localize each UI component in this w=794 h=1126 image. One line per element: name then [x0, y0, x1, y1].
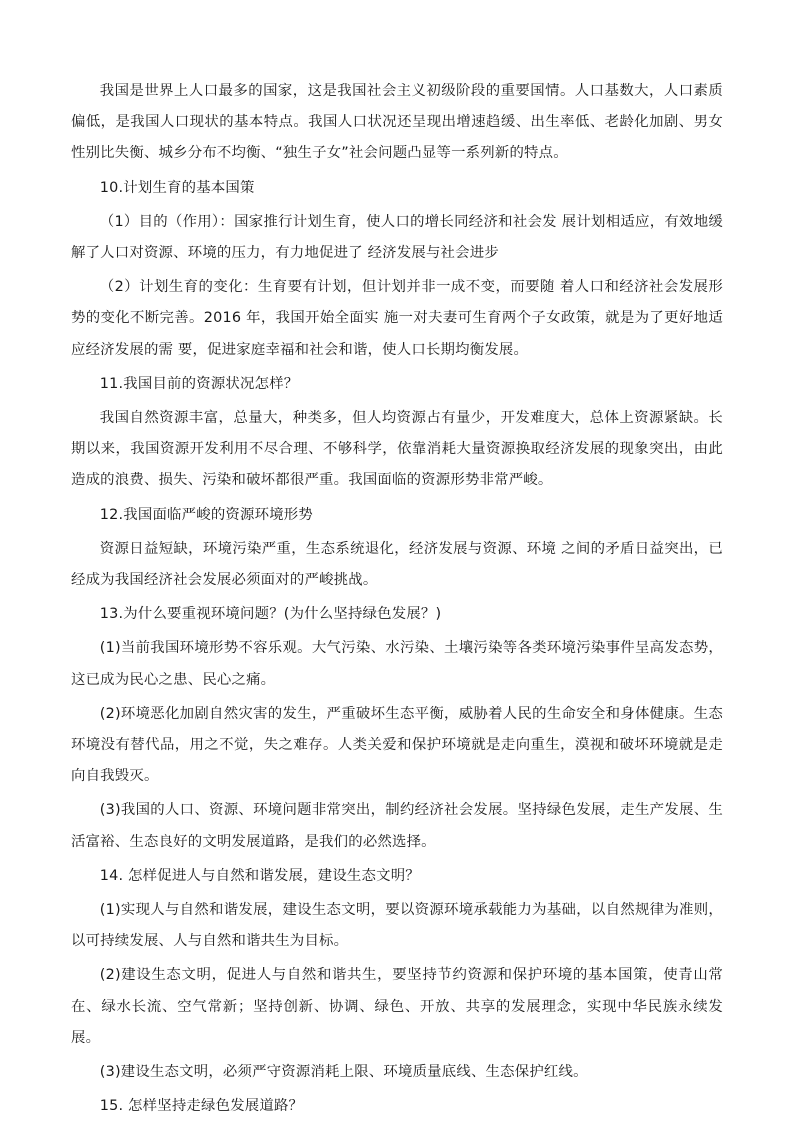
heading-ecological-civilization: 14. 怎样促进人与自然和谐发展，建设生态文明？ [99, 867, 420, 884]
paragraph-environment-reason-3: (3)我国的人口、资源、环境问题非常突出，制约经济社会发展。坚持绿色发展，走生产发展、生活富裕、生态良好的文明发展道路，是我们的必然选择。 [71, 802, 723, 850]
paragraph-resource-environment-situation: 资源日益短缺，环境污染严重，生态系统退化，经济发展与资源、环境 之间的矛盾日益突出，已经成为我国经济社会发展必须面对的严峻挑战。 [71, 540, 723, 589]
paragraph-environment-reason-1: (1)当前我国环境形势不容乐观。大气污染、水污染、土壤污染等各类环境污染事件呈高发态势，这已成为民心之患、民心之痛。 [71, 640, 723, 688]
paragraph-environment-reason-2: (2)环境恶化加剧自然灾害的发生，严重破坏生态平衡，威胁着人民的生命安全和身体健康。生态环境没有替代品，用之不觉，失之难存。人类关爱和保护环境就是走向重生，漠视和破坏环境就是走向自我毁灭。 [71, 705, 723, 785]
paragraph-ecological-point-2: (2)建设生态文明，促进人与自然和谐共生，要坚持节约资源和保护环境的基本国策，使青山常在、绿水长流、空气常新；坚持创新、协调、绿色、开放、共享的发展理念，实现中华民族永续发展。 [71, 967, 723, 1046]
paragraph-population-status: 我国是世界上人口最多的国家，这是我国社会主义初级阶段的重要国情。人口基数大，人口素质偏低，是我国人口现状的基本特点。我国人口状况还呈现出增速趋缓、出生率低、老龄化加剧、男女性别比失衡、城乡分布不均衡、“独生子女”社会问题凸显等一系列新的特点。 [71, 83, 723, 162]
heading-resource-status: 11.我国目前的资源状况怎样？ [99, 375, 299, 392]
paragraph-resource-status: 我国自然资源丰富，总量大，种类多，但人均资源占有量少，开发难度大，总体上资源紧缺。长期以来，我国资源开发利用不尽合理、不够科学，依靠消耗大量资源换取经济发展的现象突出，由此造成的浪费、损失、污染和破坏都很严重。我国面临的资源形势非常严峻。 [71, 410, 723, 489]
heading-family-planning: 10.计划生育的基本国策 [99, 179, 255, 196]
paragraph-family-planning-purpose: （1）目的（作用）：国家推行计划生育，使人口的增长同经济和社会发 展计划相适应，有效地缓解了人口对资源、环境的压力，有力地促进了 经济发展与社会进步 [71, 213, 723, 262]
heading-resource-environment-situation: 12.我国面临严峻的资源环境形势 [99, 506, 313, 523]
paragraph-family-planning-changes: （2）计划生育的变化：生育要有计划，但计划并非一成不变，而要随 着人口和经济社会发展形势的变化不断完善。2016 年，我国开始全面实 施一对夫妻可生育两个子女政策，就是为了更好地适应经济发展的需 要，促进家庭幸福和社会和谐，使人口长期均衡发展。 [71, 279, 723, 358]
document-page [71, 76, 723, 1126]
paragraph-ecological-point-3: (3)建设生态文明，必须严守资源消耗上限、环境质量底线、生态保护红线。 [99, 1064, 588, 1081]
paragraph-ecological-point-1: (1)实现人与自然和谐发展，建设生态文明，要以资源环境承载能力为基础，以自然规律为准则，以可持续发展、人与自然和谐共生为目标。 [71, 902, 723, 950]
heading-green-development: 15. 怎样坚持走绿色发展道路？ [99, 1098, 304, 1115]
heading-why-environment: 13.为什么要重视环境问题？(为什么坚持绿色发展？) [99, 606, 442, 623]
